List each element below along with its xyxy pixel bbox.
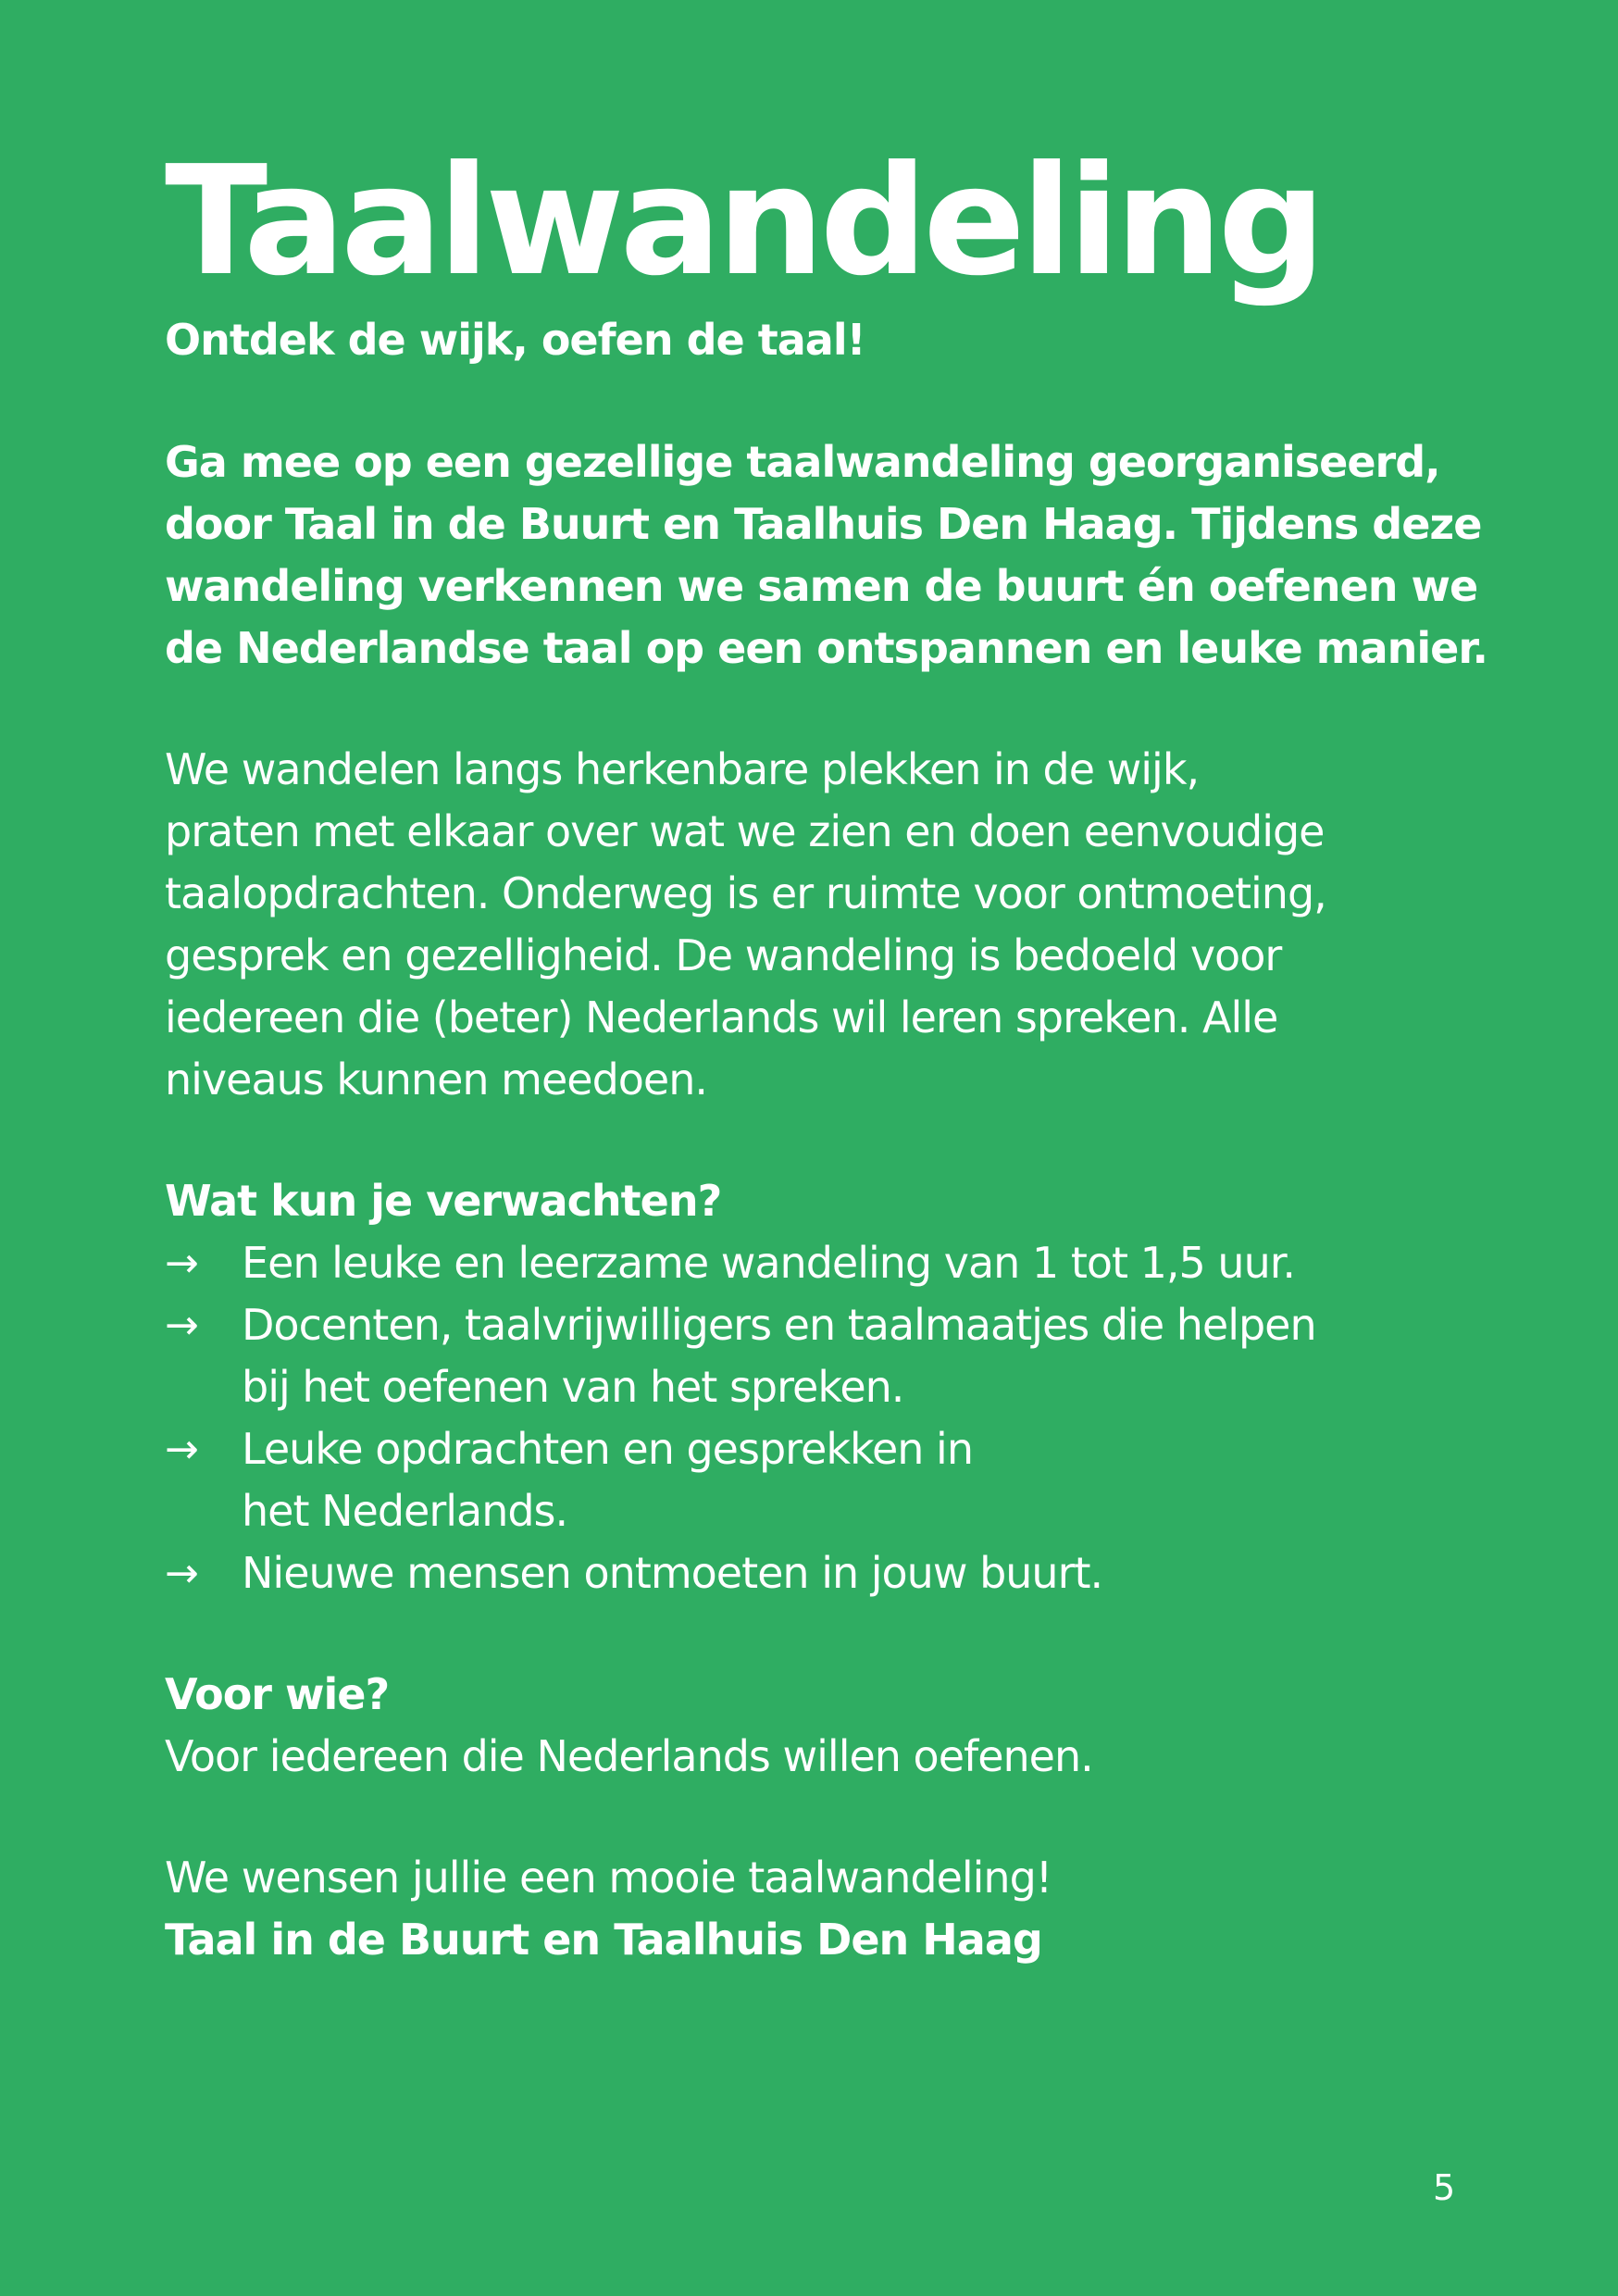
description-paragraph [165,739,1479,1111]
list-item-line: bij het oefenen van het spreken. [242,1362,904,1412]
audience-text: Voor iedereen die Nederlands willen oefenen. [165,1731,1093,1781]
intro-line: door Taal in de Buurt en Taalhuis Den Haag. Tijdens deze [165,499,1482,549]
closing-wish: We wensen jullie een mooie taalwandeling! [165,1853,1052,1903]
list-item [165,1232,1479,1294]
arrow-right-icon: → [165,1426,199,1473]
page-title: Taalwandeling [165,134,1322,309]
intro-line: Ga mee op een gezellige taalwandeling georganiseerd, [165,437,1440,487]
list-item-line: Nieuwe mensen ontmoeten in jouw buurt. [242,1548,1103,1598]
list-item-line: Leuke opdrachten en gesprekken in [242,1424,973,1474]
expectations-heading: Wat kun je verwachten? [165,1176,722,1226]
intro-paragraph [165,431,1487,680]
list-item-line: Docenten, taalvrijwilligers en taalmaatjes die helpen [242,1300,1316,1350]
page-subtitle: Ontdek de wijk, oefen de taal! [165,315,865,365]
audience-heading: Voor wie? [165,1669,390,1719]
description-line: iedereen die (beter) Nederlands wil leren spreken. Alle [165,992,1278,1042]
intro-line: wandeling verkennen we samen de buurt én oefenen we [165,561,1478,611]
list-item [165,1418,1479,1542]
expectations-list [165,1232,1479,1604]
list-item-line: Een leuke en leerzame wandeling van 1 tot 1,5 uur. [242,1238,1296,1288]
description-line: niveaus kunnen meedoen. [165,1054,707,1104]
page-number: 5 [1433,2167,1456,2208]
description-line: taalopdrachten. Onderweg is er ruimte voor ontmoeting, [165,868,1326,918]
expectations-section [165,1170,1479,1604]
intro-line: de Nederlandse taal op een ontspannen en leuke manier. [165,623,1487,673]
description-line: praten met elkaar over wat we zien en doen eenvoudige [165,806,1325,856]
closing-signature: Taal in de Buurt en Taalhuis Den Haag [165,1915,1042,1965]
arrow-right-icon: → [165,1550,199,1597]
list-item [165,1294,1479,1418]
list-item [165,1542,1479,1604]
arrow-right-icon: → [165,1240,199,1287]
description-line: gesprek en gezelligheid. De wandeling is bedoeld voor [165,930,1282,980]
document-page [165,130,1487,1971]
arrow-right-icon: → [165,1302,199,1349]
list-item-line: het Nederlands. [242,1486,568,1536]
description-line: We wandelen langs herkenbare plekken in de wijk, [165,744,1200,794]
audience-section [165,1664,1479,1788]
closing-section [165,1847,1479,1971]
